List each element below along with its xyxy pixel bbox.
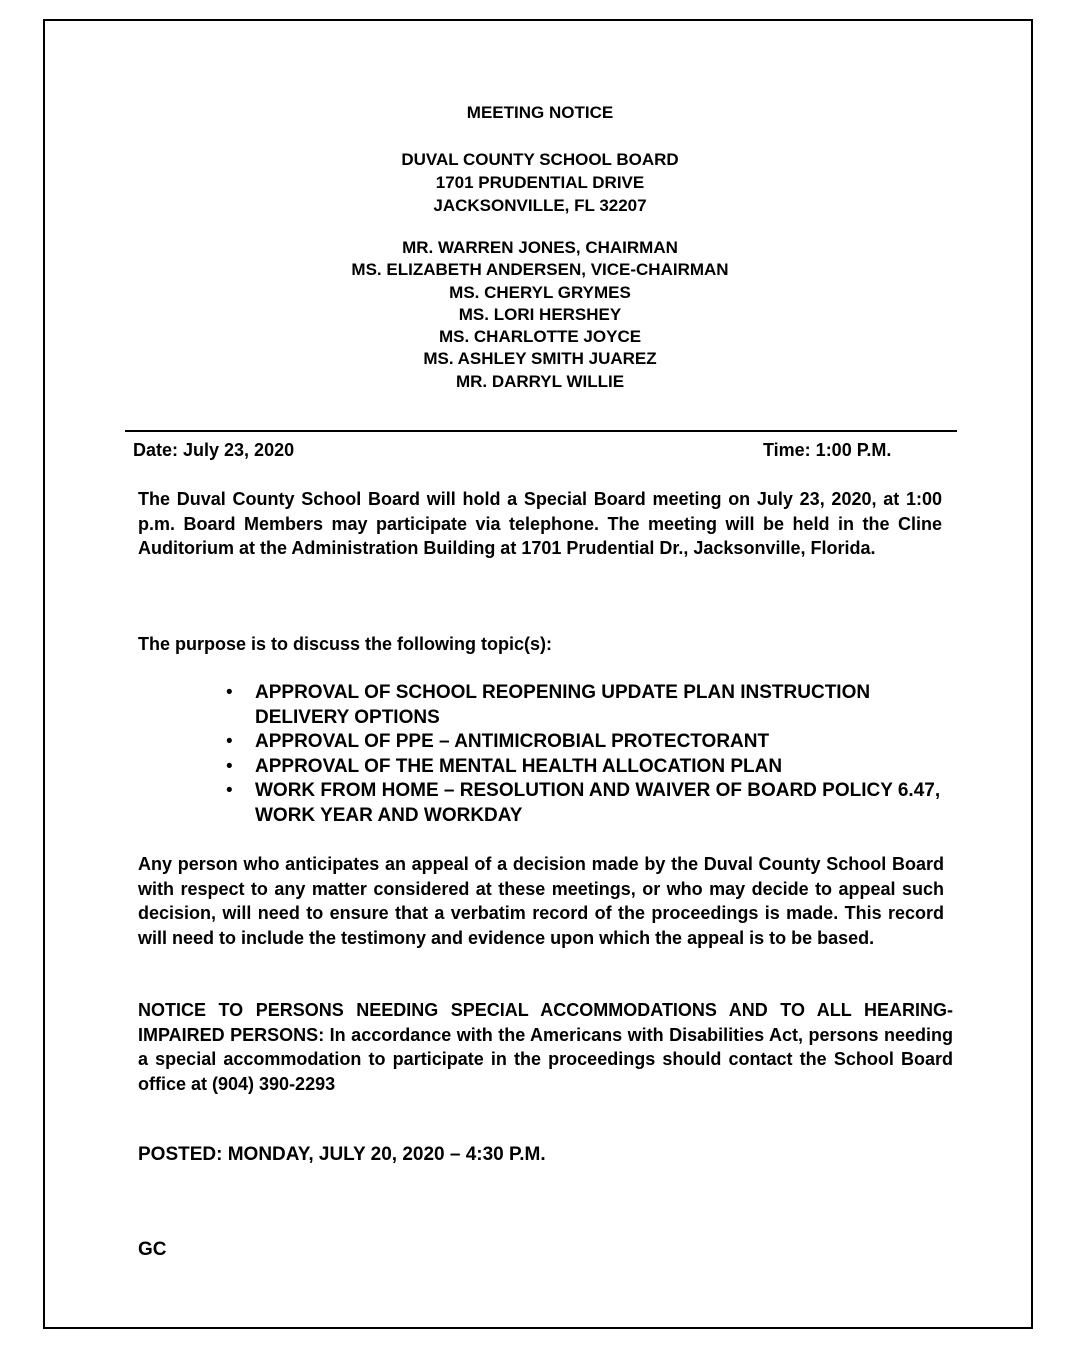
bullet-icon: •: [226, 731, 233, 752]
board-member: MS. LORI HERSHEY: [458, 304, 622, 324]
board-member: MS. ELIZABETH ANDERSEN, VICE-CHAIRMAN: [351, 260, 729, 280]
intro-paragraph: The Duval County School Board will hold a Special Board meeting on July 23, 2020, at 1:00 p.m. Board Members may participate via telephone. The meeting will be held in the Cline Auditorium at the Administration Building at 1701 Prudential Dr., Jacksonville, Florida.: [138, 489, 942, 558]
topics-list: [226, 681, 946, 828]
topic-text: APPROVAL OF THE MENTAL HEALTH ALLOCATION PLAN: [255, 755, 783, 777]
topic-text: WORK FROM HOME – RESOLUTION AND WAIVER OF BOARD POLICY 6.47, WORK YEAR AND WORKDAY: [255, 780, 941, 826]
list-item: [226, 681, 946, 730]
meeting-time: Time: 1:00 P.M.: [763, 440, 892, 460]
header-divider: [125, 430, 957, 432]
bullet-icon: •: [226, 755, 233, 777]
board-member: MS. CHERYL GRYMES: [449, 282, 631, 302]
bullet-icon: •: [226, 682, 233, 703]
list-item: [226, 755, 946, 780]
board-member: MR. DARRYL WILLIE: [455, 371, 625, 391]
bullet-icon: •: [226, 780, 233, 801]
appeal-paragraph: Any person who anticipates an appeal of a decision made by the Duval County School Board with respect to any matter considered at these meetings, or who may decide to appeal such decision, will need to ensure that a verbatim record of the proceedings is made. This record will need to include the testimony and evidence upon which the appeal is to be based.: [138, 854, 944, 948]
notice-title: MEETING NOTICE: [466, 103, 614, 122]
board-member: MS. ASHLEY SMITH JUAREZ: [423, 349, 657, 369]
list-item: [226, 730, 946, 755]
author-initials: GC: [138, 1239, 167, 1260]
topic-text: APPROVAL OF PPE – ANTIMICROBIAL PROTECTORANT: [255, 731, 770, 752]
meeting-date: Date: July 23, 2020: [133, 440, 295, 460]
purpose-line: The purpose is to discuss the following topic(s):: [138, 634, 553, 654]
board-member: MS. CHARLOTTE JOYCE: [438, 327, 642, 347]
posted-line: POSTED: MONDAY, JULY 20, 2020 – 4:30 P.M.: [138, 1144, 546, 1165]
organization-city: JACKSONVILLE, FL 32207: [433, 196, 647, 215]
organization-name: DUVAL COUNTY SCHOOL BOARD: [401, 150, 679, 169]
organization-block: [0, 148, 1080, 217]
topic-text: APPROVAL OF SCHOOL REOPENING UPDATE PLAN INSTRUCTION DELIVERY OPTIONS: [255, 682, 871, 728]
accommodations-paragraph: NOTICE TO PERSONS NEEDING SPECIAL ACCOMMODATIONS AND TO ALL HEARING-IMPAIRED PERSONS: In accordance with the Americans with Disabilities Act, persons needing a special accommodation to participate in the proceedings should contact the School Board office at (904) 390-2293: [138, 1000, 953, 1094]
list-item: [226, 779, 946, 828]
board-member: MR. WARREN JONES, CHAIRMAN: [402, 238, 678, 257]
board-members-list: [0, 237, 1080, 393]
organization-street: 1701 PRUDENTIAL DRIVE: [435, 173, 645, 192]
